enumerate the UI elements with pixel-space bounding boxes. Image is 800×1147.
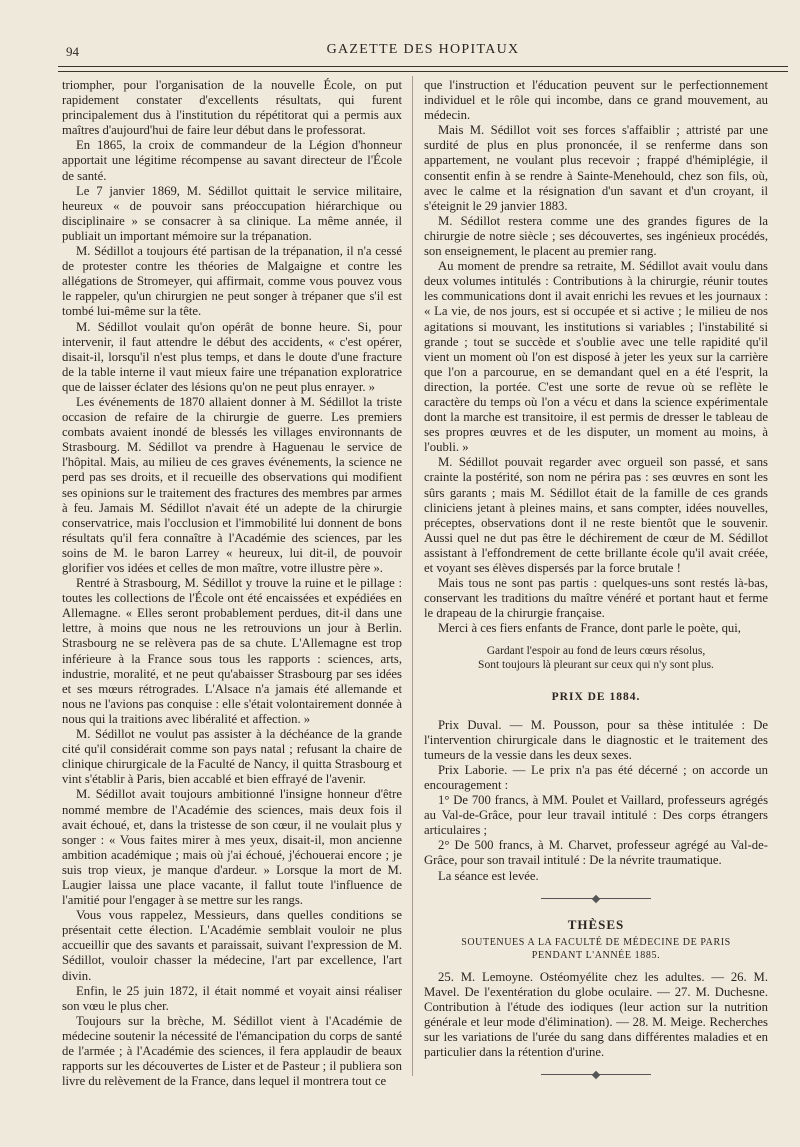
paragraph: Enfin, le 25 juin 1872, il était nommé et voyait ainsi réaliser son vœu le plus cher. — [62, 983, 402, 1013]
paragraph: Les événements de 1870 allaient donner à M. Sédillot la triste occasion de refaire de la chirurgie de guerre. Les premiers combats avaient inondé de blessés les villages environnants de Strasbourg. M. Sédillot va prendre à Haguenau le service de l'hôpital. Mais, au milieu de ces graves événements, la science ne perd pas ses droits, et il recueille des observations qui modifient ses opinions sur le traitement des fractures des membres par armes à feu. Jamais M. Sédillot n'avait été un adepte de la chirurgie conservatrice, mais l'occlusion et l'immobilité lui donnent de bons résultats qu'il fera connaître à l'Académie des sciences, par les soins de M. le baron Larrey « heureux, lui dit-il, de pouvoir glorifier vos idées et celles de mon maître, votre illustre père ». — [62, 394, 402, 575]
paragraph: 1° De 700 francs, à MM. Poulet et Vaillard, professeurs agrégés au Val-de-Grâce, pour leur travail intitulé : Des corps étrangers articulaires ; — [424, 793, 768, 838]
paragraph: Toujours sur la brèche, M. Sédillot vient à l'Académie de médecine soutenir la nécessité de l'émancipation du corps de santé de l'armée ; à l'Académie des sciences, il fera applaudir de beaux rapports sur les découvertes de Lister et de Pasteur ; il publiera son livre du relèvement de la France, dans lequel il montrera tout ce — [62, 1013, 402, 1089]
left-column — [62, 78, 402, 1089]
verse-line: Gardant l'espoir au fond de leurs cœurs résolus, — [486, 645, 706, 658]
paragraph: Le 7 janvier 1869, M. Sédillot quittait le service militaire, heureux « de pouvoir sans préoccupation hiérarchique ou disciplinaire » se consacrer à sa clinique. La même année, il publiait un important mémoire sur la trépanation. — [62, 183, 402, 243]
paragraph: Mais tous ne sont pas partis : quelques-uns sont restés là-bas, conservant les traditions du maître vénéré et portant haut et ferme le drapeau de la chirurgie française. — [424, 576, 768, 621]
theses-subtitle-line: PENDANT L'ANNÉE 1885. — [531, 949, 661, 961]
theses-subtitle-line: SOUTENUES A LA FACULTÉ DE MÉDECINE DE PARIS — [461, 936, 731, 948]
verse-line: Sont toujours là pleurant sur ceux qui n'y sont plus. — [478, 659, 714, 672]
paragraph: Prix Duval. — M. Pousson, pour sa thèse intitulée : De l'intervention chirurgicale dans le diagnostic et le traitement des tumeurs de la vessie dans les deux sexes. — [424, 717, 768, 762]
page-header — [58, 38, 788, 62]
paragraph: Au moment de prendre sa retraite, M. Sédillot avait voulu dans deux volumes intitulés : Contributions à la chirurgie, réunir toutes les communications dont il avait enrichi les revues et les journaux : « La vie, de nos jours, est si occupée et si active ; le milieu de nos agitations si mouvant, les institutions si variables ; l'instabilité si grande ; tout se succède et s'oublie avec une telle rapidité qu'il vient un moment où l'on est disposé à jeter les yeux sur la carrière que l'on a parcourue, en se demandant quel en a été l'esprit, la direction, la portée. C'est une sorte de revue où se reflète le caractère du temps où l'on a vécu et dans la science expérimentale dont la marche est transitoire, il est permis de dresser le tableau de ses propres œuvres et de les disputer, un moment au moins, à l'oubli. » — [424, 259, 768, 455]
paragraph: Prix Laborie. — Le prix n'a pas été décerné ; on accorde un encouragement : — [424, 762, 768, 792]
paragraph: M. Sédillot voulait qu'on opérât de bonne heure. Si, pour intervenir, il faut attendre le début des accidents, « c'est opérer, disait-il, lorsqu'il n'est plus temps, et dans le doute d'une fracture de la table interne il vaut mieux faire une trépanation exploratrice que de laisser éclater des lésions qu'on ne peut plus enrayer. » — [62, 319, 402, 394]
right-column — [424, 78, 768, 1093]
paragraph: M. Sédillot pouvait regarder avec orgueil son passé, et sans crainte la postérité, son nom ne périra pas : ses œuvres en sont les sûrs garants ; mais M. Sédillot était de la famille de ces grands cliniciens jetant à pleines mains, et sans compter, idées nouvelles, préceptes, observations dont il ne reste bientôt que le souvenir. Aussi quel ne dut pas être le déchirement de cœur de M. Sédillot assistant à l'effondrement de cette brillante école qu'il avait créée, et voyant ses élèves dispersés par la force brutale ! — [424, 455, 768, 575]
paragraph: M. Sédillot ne voulut pas assister à la déchéance de la grande cité qu'il considérait comme son pays natal ; refusant la chaire de clinique chirurgicale de la Faculté de Nancy, il quitta Strasbourg et vint s'établir à Paris, bien accablé et bien effrayé de l'avenir. — [62, 727, 402, 787]
paragraph: Rentré à Strasbourg, M. Sédillot y trouve la ruine et le pillage : toutes les collections de l'École ont été encaissées et expédiées en Allemagne. « Elles seront probablement perdues, dit-il dans une lettre, à moins que nous ne les retrouvions un jour à Berlin. Strasbourg ne se relèvera pas de sa chute. L'Allemagne est trop inférieure à la France sous tous les rapports : sciences, arts, industrie, moralité, et ne peut qu'abaisser Strasbourg par ses idées et ses mœurs rétrogrades. L'Alsace n'a jamais été allemande et nous ne l'avions pas conquise : elle s'était volontairement donnée à nous qui la traitions avec libéralité et affection. » — [62, 576, 402, 726]
column-divider — [412, 76, 413, 1076]
verse-quote — [424, 644, 768, 672]
paragraph: M. Sédillot avait toujours ambitionné l'insigne honneur d'être nommé membre de l'Académie des sciences, mais deux fois il avait échoué, et, dans la tristesse de son cœur, il ne voulait plus y songer : « Vous faites mirer à mes yeux, disait-il, mon ancienne ambition académique ; mais où j'ai échoué, j'échouerai encore ; je suis trop vieux, je manque d'ardeur. » Lorsque la mort de M. Laugier laissa une place vacante, il fallut toute l'influence de l'amitié pour l'engager à se mettre sur les rangs. — [62, 787, 402, 908]
paragraph: 2° De 500 francs, à M. Charvet, professeur agrégé au Val-de-Grâce, pour son travail intitulé : De la névrite traumatique. — [424, 838, 768, 868]
paragraph: M. Sédillot restera comme une des grandes figures de la chirurgie de notre siècle ; ses découvertes, ses ingénieux procédés, son enseignement, le placent au premier rang. — [424, 213, 768, 259]
section-divider — [541, 898, 651, 899]
theses-title: THÈSES — [567, 916, 625, 932]
running-title: GAZETTE DES HOPITAUX — [326, 42, 520, 57]
header-rule — [58, 66, 788, 72]
paragraph: En 1865, la croix de commandeur de la Légion d'honneur apportait une légitime récompense au savant directeur de l'École de santé. — [62, 138, 402, 183]
end-divider — [541, 1074, 651, 1075]
paragraph: La séance est levée. — [438, 868, 539, 883]
theses-subtitle — [424, 936, 768, 962]
paragraph: M. Sédillot a toujours été partisan de la trépanation, il n'a cessé de protester contre les théories de Malgaigne et contre les allégations de Stromeyer, qui affirmait, comme vous pouvez vous le rappeler, qu'un chirurgien ne peut songer à trépaner que s'il est tombé lui-même sur la tête. — [62, 244, 402, 319]
paragraph: Mais M. Sédillot voit ses forces s'affaiblir ; attristé par une surdité de plus en plus prononcée, il se renferme dans son appartement, ne voulant plus recevoir ; frappé d'hémiplégie, il consentit enfin à se rendre à Sainte-Menehould, chez son fils, où, avec le calme et la résignation d'un savant et d'un croyant, il s'éteignit le 29 janvier 1883. — [424, 123, 768, 213]
page-number: 94 — [66, 44, 79, 59]
prize-section-title: PRIX DE 1884. — [551, 691, 641, 704]
paragraph: Merci à ces fiers enfants de France, dont parle le poète, qui, — [438, 621, 741, 636]
paragraph: triompher, pour l'organisation de la nouvelle École, on put rapidement constater d'excellents résultats, qui furent principalement dus à l'institution du répétitorat qui a permis aux maîtres d'aujourd'hui de faire leur début dans le professorat. — [62, 78, 402, 138]
paragraph: 25. M. Lemoyne. Ostéomyélite chez les adultes. — 26. M. Mavel. De l'exentération du globe oculaire. — 27. M. Duchesne. Contribution à l'étude des iodiques (leur action sur la nutrition générale et leur mode d'élimination). — 28. M. Meige. Recherches sur les variations de l'urée du sang dans différentes maladies et en particulier dans la rétention d'urine. — [424, 969, 768, 1060]
paragraph: que l'instruction et l'éducation peuvent sur le perfectionnement individuel et le rôle qui incombe, dans ce grand mouvement, au médecin. — [424, 78, 768, 123]
paragraph: Vous vous rappelez, Messieurs, dans quelles conditions se présentait cette élection. L'Académie semblait vouloir ne plus accueillir que des savants et paraissait, suivant l'expression de M. Sédillot, vouloir chasser la médecine, l'art par excellence, l'art divin. — [62, 908, 402, 983]
